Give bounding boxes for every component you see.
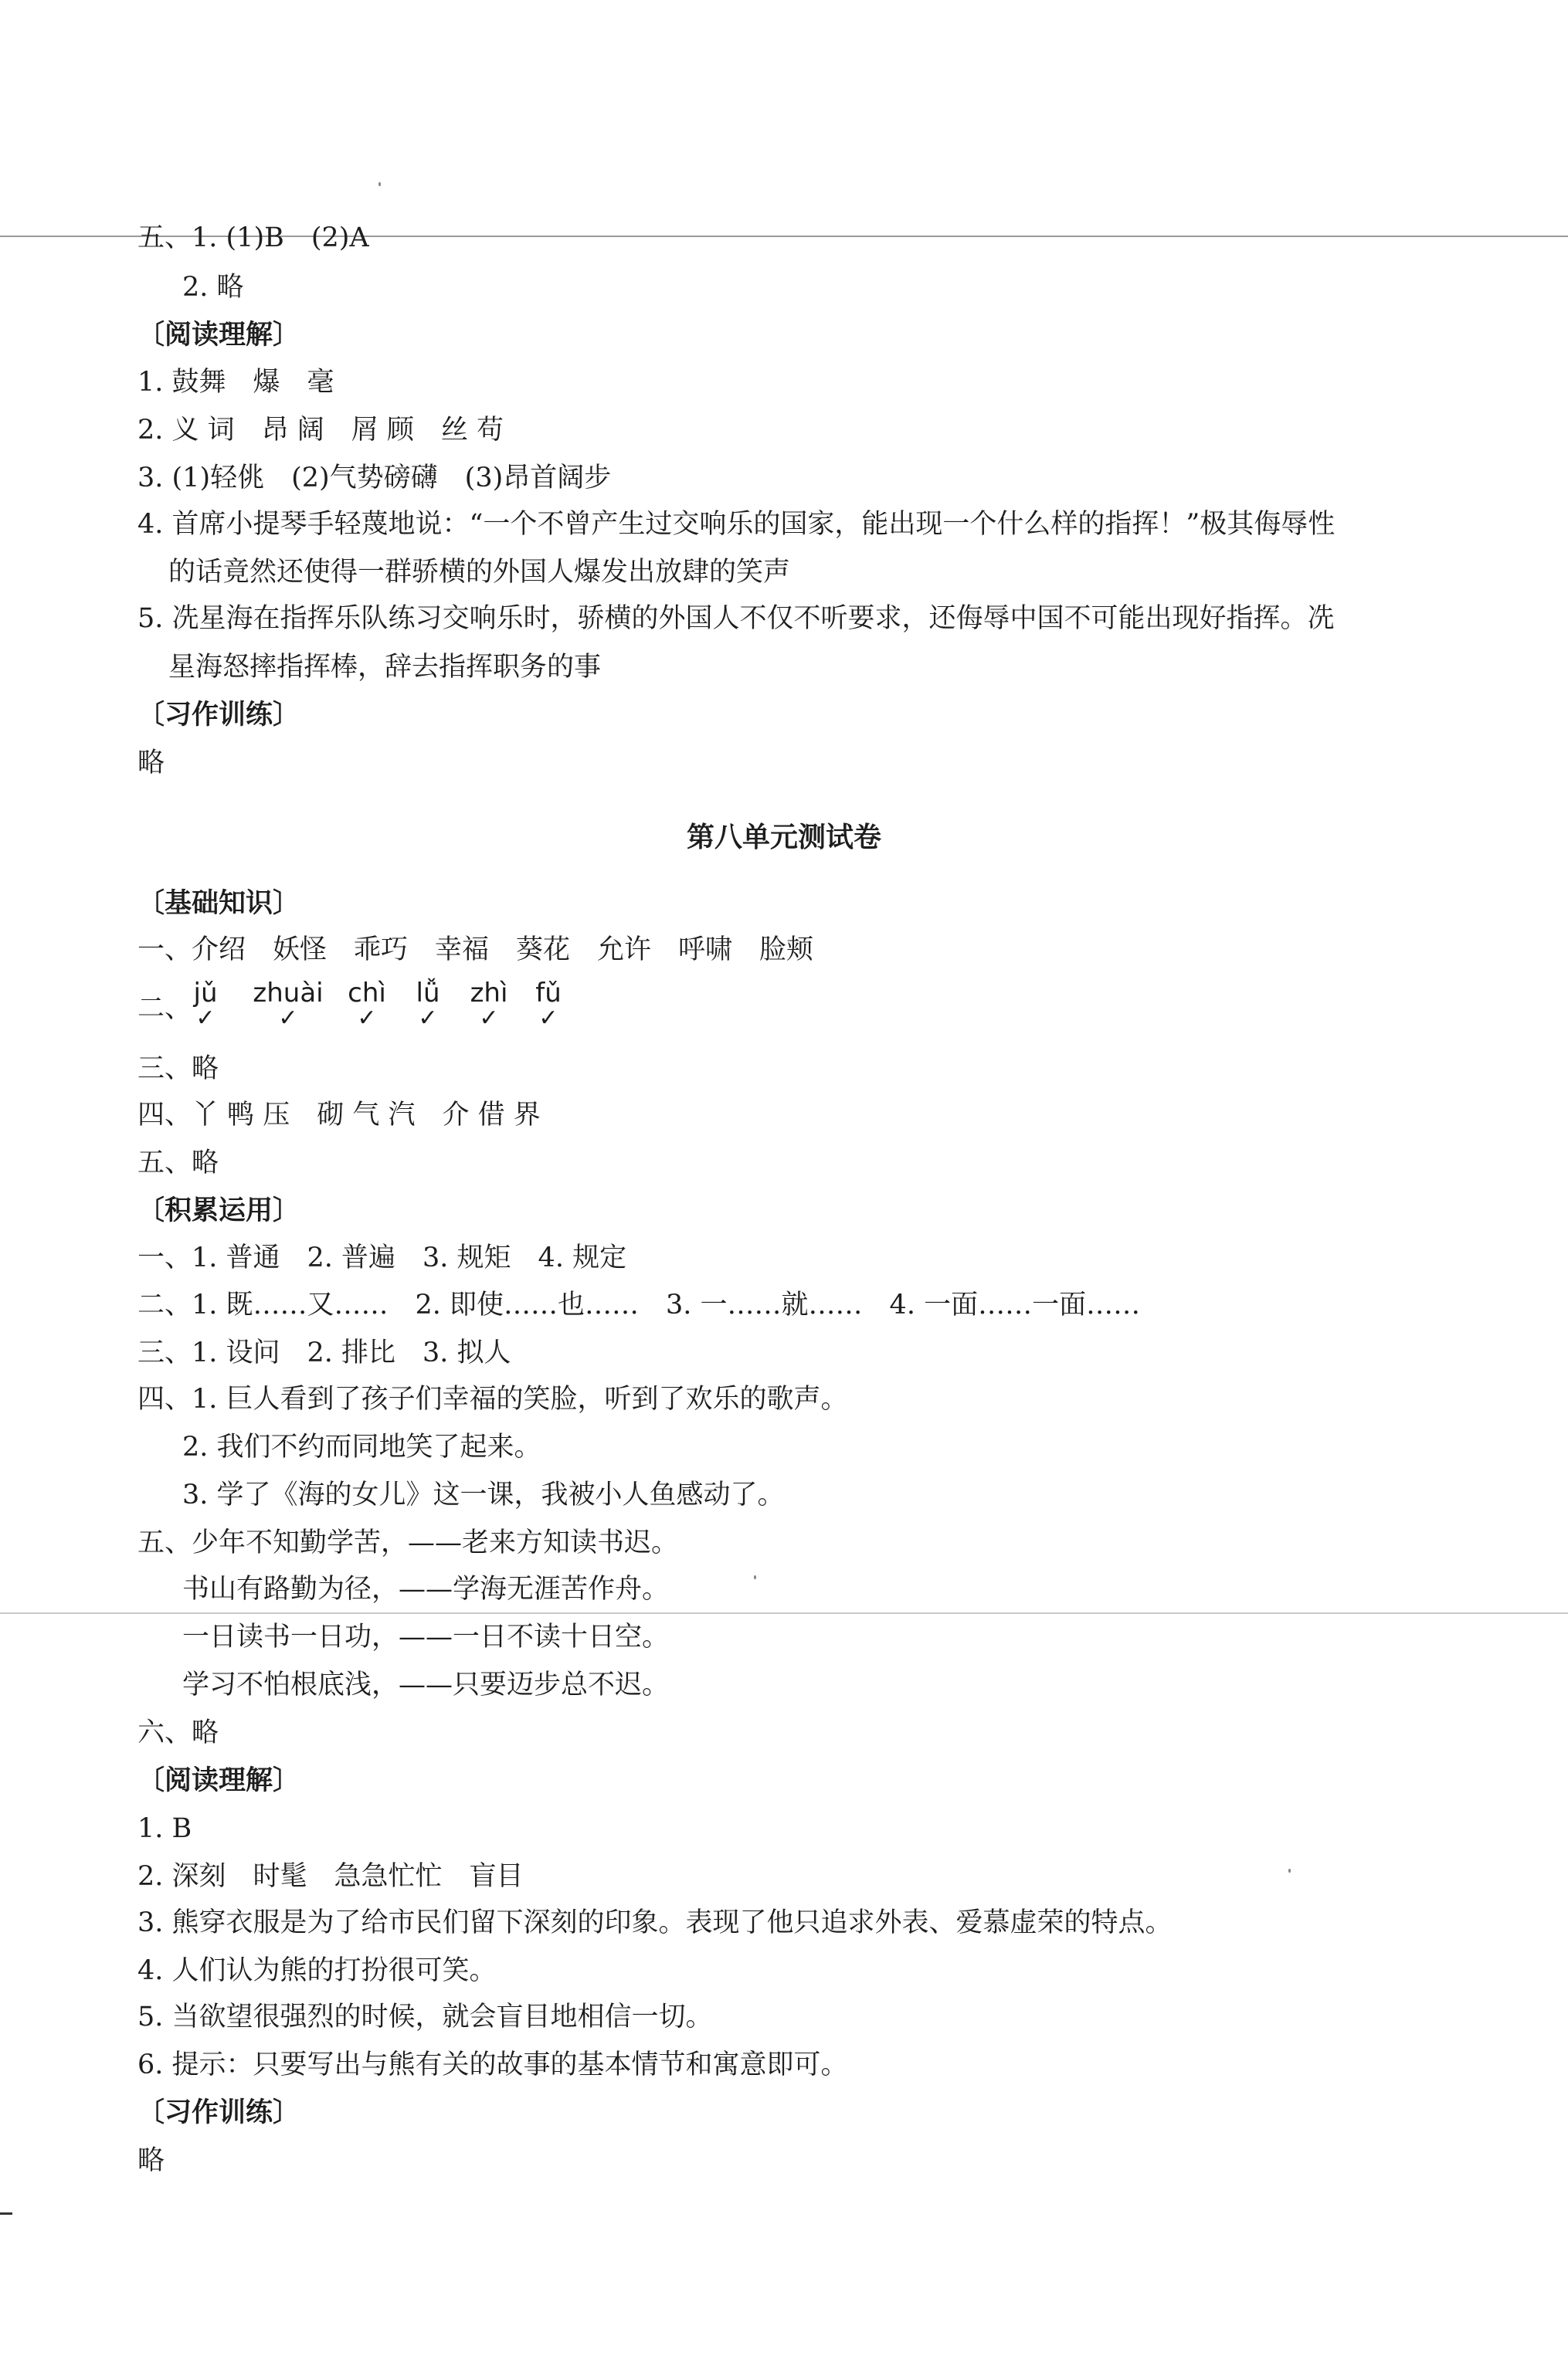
answer-line: 一、介绍 妖怪 乖巧 幸福 葵花 允许 呼啸 脸颊 — [137, 934, 814, 965]
pinyin-item: fǔ ✓ — [525, 978, 572, 1030]
answer-line: 学习不怕根底浅，——只要迈步总不迟。 — [182, 1670, 670, 1700]
answer-line: 五、略 — [137, 1148, 219, 1178]
answer-line: 略 — [137, 2145, 165, 2176]
answer-line: 3. 熊穿衣服是为了给市民们留下深刻的印象。表现了他只追求外表、爱慕虚荣的特点。 — [137, 1907, 1173, 1938]
margin-mark — [0, 2212, 12, 2215]
answer-line: 5. 冼星海在指挥乐队练习交响乐时，骄横的外国人不仅不听要求，还侮辱中国不可能出现好指挥。冼 — [137, 603, 1335, 634]
answer-line: 2. 义 词 昂 阔 屑 顾 丝 苟 — [137, 415, 504, 446]
answer-line: 四、丫 鸭 压 砌 气 汽 介 借 界 — [137, 1100, 541, 1131]
answer-line: 6. 提示：只要写出与熊有关的故事的基本情节和寓意即可。 — [137, 2049, 848, 2080]
answer-line: 1. B — [137, 1813, 192, 1844]
answer-line: 四、1. 巨人看到了孩子们幸福的笑脸，听到了欢乐的歌声。 — [137, 1384, 848, 1415]
section-heading: 〔积累运用〕 — [137, 1195, 300, 1226]
answer-line: 2. 略 — [182, 272, 244, 303]
answer-line: 4. 人们认为熊的打扮很可笑。 — [137, 1955, 497, 1986]
section-heading: 〔基础知识〕 — [137, 887, 300, 919]
answer-line: 三、略 — [137, 1053, 219, 1084]
answer-line: 3. 学了《海的女儿》这一课，我被小人鱼感动了。 — [182, 1480, 785, 1510]
section-heading: 〔阅读理解〕 — [137, 319, 300, 351]
answer-line: 五、少年不知勤学苦，——老来方知读书迟。 — [137, 1527, 679, 1558]
pinyin-item: zhuài ✓ — [246, 978, 331, 1030]
check-icon: ✓ — [418, 1005, 438, 1032]
pinyin-item: chì ✓ — [340, 978, 394, 1030]
check-icon: ✓ — [538, 1005, 558, 1032]
answer-line: 5. 当欲望很强烈的时候，就会盲目地相信一切。 — [137, 2002, 713, 2032]
scan-speck — [754, 1575, 756, 1579]
answer-line: 三、1. 设问 2. 排比 3. 拟人 — [137, 1337, 511, 1368]
answer-line: 3. (1)轻佻 (2)气势磅礴 (3)昂首阔步 — [137, 463, 612, 493]
pinyin-item: lǚ ✓ — [405, 978, 451, 1030]
answer-line: 的话竟然还使得一群骄横的外国人爆发出放肆的笑声 — [168, 557, 791, 588]
scan-speck — [1288, 1869, 1291, 1873]
answer-line: 星海怒摔指挥棒，辞去指挥职务的事 — [168, 652, 602, 683]
check-icon: ✓ — [357, 1005, 377, 1032]
pinyin-lead: 二、 — [137, 993, 192, 1024]
check-icon: ✓ — [278, 1005, 298, 1032]
answer-line: 一、1. 普通 2. 普遍 3. 规矩 4. 规定 — [137, 1243, 627, 1273]
pinyin-item: zhì ✓ — [462, 978, 516, 1030]
section-heading: 〔阅读理解〕 — [137, 1765, 300, 1796]
answer-line: 略 — [137, 748, 165, 778]
check-icon: ✓ — [195, 1005, 216, 1032]
scan-speck — [378, 182, 381, 186]
answer-line: 二、1. 既……又…… 2. 即使……也…… 3. 一……就…… 4. 一面……一面…… — [137, 1290, 1141, 1321]
section-heading: 〔习作训练〕 — [137, 2097, 300, 2128]
answer-line: 2. 深刻 时髦 急急忙忙 盲目 — [137, 1861, 524, 1892]
check-icon: ✓ — [479, 1005, 499, 1032]
section-heading: 〔习作训练〕 — [137, 699, 300, 731]
answer-line: 1. 鼓舞 爆 毫 — [137, 367, 334, 398]
answer-line: 六、略 — [137, 1717, 219, 1748]
scan-fold-line — [0, 1612, 1568, 1614]
answer-line: 4. 首席小提琴手轻蔑地说：“一个不曾产生过交响乐的国家，能出现一个什么样的指挥！”极其侮辱性 — [137, 509, 1336, 540]
answer-line: 2. 我们不约而同地笑了起来。 — [182, 1432, 541, 1463]
pinyin-item: jǔ ✓ — [182, 978, 229, 1030]
unit-title: 第八单元测试卷 — [686, 821, 881, 853]
answer-line: 五、1. (1)B (2)A — [137, 222, 369, 253]
answer-line: 一日读书一日功，——一日不读十日空。 — [182, 1622, 670, 1653]
answer-line: 书山有路勤为径，——学海无涯苦作舟。 — [182, 1574, 670, 1605]
